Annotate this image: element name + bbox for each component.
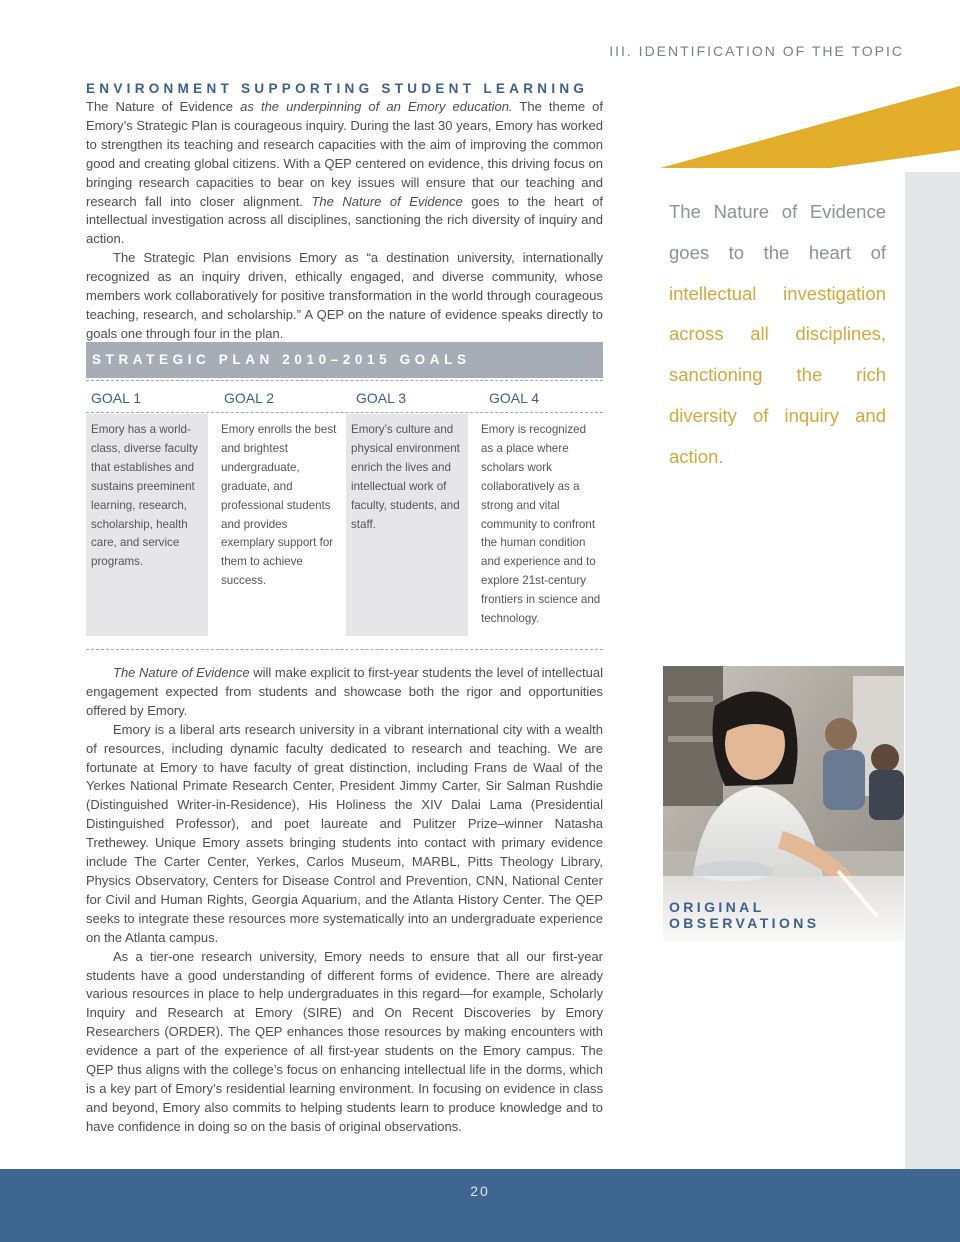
- pull-quote-highlight: intellectual investigation across all disciplines, sanctioning the rich diversity of inquiry and action.: [669, 282, 886, 467]
- text-run-italic: The Nature of Evidence: [113, 665, 250, 680]
- text-run-italic: The Nature of Evidence: [311, 193, 463, 209]
- goal-3-text: Emory’s culture and physical environment enrich the lives and intellectual work of faculty, students, and staff.: [346, 414, 468, 636]
- text-run: will make explicit to first-year students the level of intellectual engagement expected from students and showcase both the rigor and opportunities offered by Emory.: [86, 665, 603, 718]
- divider: [86, 380, 603, 381]
- section-heading: ENVIRONMENT SUPPORTING STUDENT LEARNING: [86, 81, 589, 96]
- paragraph-1: [86, 98, 603, 249]
- text-run: The theme of Emory’s Strategic Plan is courageous inquiry. During the last 30 years, Emory has worked to strengthen its teaching and research capacities with the aim of improving the common good and creating global citizens. With a QEP centered on evidence, this driving focus on bringing research capacities to bear on key issues will ensure that our teaching and research fall into closer alignment.: [86, 99, 603, 209]
- section-continued: [86, 664, 603, 1137]
- goal-1-text: Emory has a world-class, diverse faculty that establishes and sustains preeminent learning, research, scholarship, health care, and service programs.: [86, 414, 208, 636]
- paragraph-5: As a tier-one research university, Emory needs to ensure that all our first-year students have a good understanding of different forms of evidence. There are already various resources in place to help undergraduates in this regard—for example, Scholarly Inquiry and Research at Emory (SIRE) and On Recent Discoveries by Emory Researchers (ORDER). The QEP enhances those resources by making encounters with evidence a part of the experience of all first-year students on the Emory campus. The QEP thus aligns with the college’s focus on enhancing intellectual life in the dorms, which is a key part of Emory’s residential learning environment. In focusing on evidence in class and beyond, Emory also commits to helping students learn to produce knowledge and to have confidence in doing so on the basis of original observations.: [86, 948, 603, 1134]
- paragraph-3: [86, 664, 603, 721]
- text-run: goes to the heart of intellectual investigation across all disciplines, sanctioning the rich diversity of inquiry and action.: [86, 193, 603, 247]
- goal-1-label: GOAL 1: [91, 390, 142, 406]
- divider: [86, 649, 603, 650]
- goals-title-band: [86, 342, 603, 378]
- goal-2-label: GOAL 2: [224, 390, 275, 406]
- pull-quote: [669, 192, 886, 478]
- goal-2-text: Emory enrolls the best and brightest undergraduate, graduate, and professional students and provides exemplary support for them to achieve success.: [221, 423, 337, 588]
- student-photo: [663, 666, 904, 941]
- running-head: III. IDENTIFICATION OF THE TOPIC: [609, 43, 904, 59]
- page-number: 20: [470, 1183, 490, 1199]
- goal-3-label: GOAL 3: [356, 390, 407, 406]
- photo-caption-band: [663, 876, 904, 941]
- gold-accent-band: [660, 86, 960, 172]
- text-run: The Nature of Evidence: [86, 99, 241, 114]
- paragraph-4: Emory is a liberal arts research university in a vibrant international city with a wealth of resources, including dynamic faculty dedicated to research and teaching. We are fortunate at Emory to have faculty of great distinction, including Frans de Waal of the Yerkes National Primate Research Center, President Jimmy Carter, Sir Salman Rushdie (Distinguished Writer-in-Residence), His Holiness the XIV Dalai Lama (Presidential Distinguished Professor), and poet laureate and Pulitzer Prize–winner Natasha Trethewey. Unique Emory assets bringing students into contact with primary evidence include The Carter Center, Yerkes, Carlos Museum, MARBL, Pitts Theology Library, Physics Observatory, Centers for Disease Control and Prevention, CNN, National Center for Civil and Human Rights, Georgia Aquarium, and the Atlanta History Center. The QEP seeks to integrate these resources more systematically into an undergraduate experience on the Atlanta campus.: [86, 721, 603, 945]
- goal-4-text: Emory is recognized as a place where scholars work collaboratively as a strong and vital community to confront the human condition and experience and to explore 21st-century frontiers in science and technology.: [481, 423, 601, 626]
- section-environment: [86, 80, 603, 344]
- goal-4-label: GOAL 4: [489, 390, 540, 406]
- pull-quote-text: The Nature of Evidence goes to the heart of: [669, 201, 886, 263]
- divider: [86, 412, 603, 413]
- goals-title: STRATEGIC PLAN 2010–2015 GOALS: [92, 352, 471, 367]
- page-footer: [0, 1169, 960, 1242]
- sidebar-panel: [905, 172, 960, 1172]
- photo-caption: ORIGINAL OBSERVATIONS: [669, 899, 820, 931]
- text-run-italic: as the underpinning of an Emory education.: [240, 99, 513, 114]
- paragraph-2: The Strategic Plan envisions Emory as “a destination university, internationally recognized as an inquiry driven, ethically engaged, and diverse community, whose members work collaboratively for positive transformation in the world through courageous teaching, research, and scholarship.” A QEP on the nature of evidence speaks directly to goals one through four in the plan.: [86, 250, 603, 341]
